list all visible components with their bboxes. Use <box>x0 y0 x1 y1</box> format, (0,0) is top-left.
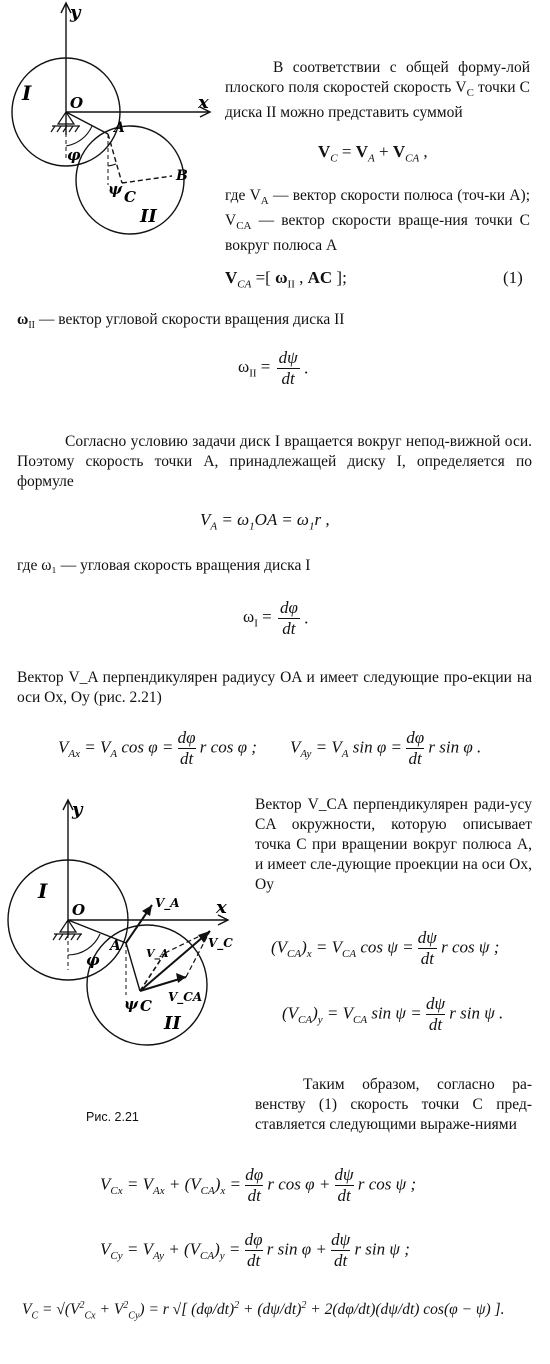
fig1-label-disk-two: II <box>140 206 157 227</box>
figure-caption: Рис. 2.21 <box>86 1110 139 1124</box>
equation-omega-one: $\omega_I$ = $\frac{d\varphi}{dt}$ . <box>243 598 309 638</box>
formula-vc-sum: $V_C = V_A + V_{CA}$ , <box>318 142 428 165</box>
intro-where: где $V_A$ — вектор скорости полюса (точ-ки A); $V_{CA}$ — вектор скорости враще-ния точки C вокруг полюса A <box>225 187 531 255</box>
fig2-label-vc: V_C <box>208 936 233 950</box>
fig2-label-disk-two: II <box>164 1013 181 1034</box>
equation-vay: $V_{Ay} = V_A$ sin φ = $\frac{d\varphi}{dt}$ r sin φ . <box>290 728 482 768</box>
disk-two <box>76 126 184 234</box>
fig1-label-y: y <box>70 2 81 23</box>
equation-vcay: $(V_{CA})_y = V_{CA}$ sin ψ = $\frac{d\psi}{dt}$ r sin ψ . <box>282 994 504 1034</box>
fig2-label-psi: ψ <box>124 995 139 1013</box>
equation-vax: $V_{Ax} = V_A$ cos φ = $\frac{d\varphi}{dt}$ r cos φ ; <box>58 728 257 768</box>
fig2-label-va-shift: V_A <box>146 947 169 960</box>
fig1-label-a: A <box>114 120 125 136</box>
fig2-label-y: y <box>72 799 83 820</box>
fig2-label-c: C <box>140 997 152 1015</box>
figure-1 <box>0 0 225 260</box>
paragraph-conclusion: Таким образом, согласно ра-венству (1) скорость точки C пред-ставляется следующими выраже-ниями <box>255 1076 532 1133</box>
paragraph-va-projections: Вектор V_A перпендикулярен радиусу OA и имеет следующие про-екции на оси Ox, Oy (рис. 2.21) <box>17 669 532 706</box>
equation-1: $V_{CA}$ =[ $\omega_{II}$ , AC ]; <box>225 268 347 291</box>
equation-va: $V_A = \omega_1OA = \omega_1r$ , <box>200 510 330 533</box>
equation-omega-two: $\omega_{II}$ = $\frac{d\psi}{dt}$ . <box>238 348 309 388</box>
fig2-label-va: V_A <box>155 896 180 910</box>
fig1-label-o: O <box>70 94 84 112</box>
fig2-label-x: x <box>216 897 227 918</box>
equation-vcy: $V_{Cy} = V_{Ay} + (V_{CA})_y$ = $\frac{d\varphi}{dt}$ r sin φ + $\frac{d\psi}{dt}$ r sin ψ ; <box>100 1230 410 1270</box>
paragraph-disk-rotation: Согласно условию задачи диск I вращается вокруг непод-вижной оси. Поэтому скорость точки A, принадлежащей диску I, определяется по формуле <box>17 433 532 490</box>
fig1-label-b: B <box>176 168 188 184</box>
omega-definition: $\omega_{II}$ — вектор угловой скорости вращения диска II <box>17 311 345 332</box>
fig1-label-c: C <box>124 188 136 206</box>
equation-vc-magnitude: $V_C = √(V^2_{Cx} + V^2_{Cy}) = r$ √[ $(d\varphi/dt)^2 + (d\psi/dt)^2 + 2(d\varphi/dt)(d\psi/dt) \cos(\varphi - \psi)$ ]. <box>22 1300 505 1322</box>
fig2-label-a: A <box>110 938 121 954</box>
fig2-label-disk-one: I <box>38 879 48 903</box>
equation-vcax: $(V_{CA})_x = V_{CA}$ cos ψ = $\frac{d\psi}{dt}$ r cos ψ ; <box>271 928 500 968</box>
fig1-label-x: x <box>198 92 209 113</box>
fig1-label-psi: ψ <box>108 180 123 198</box>
paragraph-vca-projections: Вектор V_CA перпендикулярен ради-усу CA окружности, которую описывает точка C при вращении вокруг полюса A, и имеет сле-дующие проекции на оси Ox, Oy <box>255 796 532 893</box>
fig2-label-phi: φ <box>86 951 100 969</box>
fig2-label-o: O <box>72 901 86 919</box>
figure-2 <box>0 795 245 1095</box>
equation-1-number: (1) <box>503 268 523 287</box>
equation-vcx: $V_{Cx} = V_{Ax} + (V_{CA})_x$ = $\frac{d\varphi}{dt}$ r cos φ + $\frac{d\psi}{dt}$ r cos ψ ; <box>100 1165 417 1205</box>
fig1-label-phi: φ <box>67 146 81 164</box>
intro-paragraph: В соответствии с общей форму-лой плоского поля скоростей скорость $V_C$ точки C диска II можно представить суммой <box>225 59 530 122</box>
fig1-label-disk-one: I <box>22 81 32 105</box>
fig2-label-vca: V_CA <box>168 990 203 1004</box>
omega-one-definition: где ω₁ — угловая скорость вращения диска I <box>17 557 311 574</box>
